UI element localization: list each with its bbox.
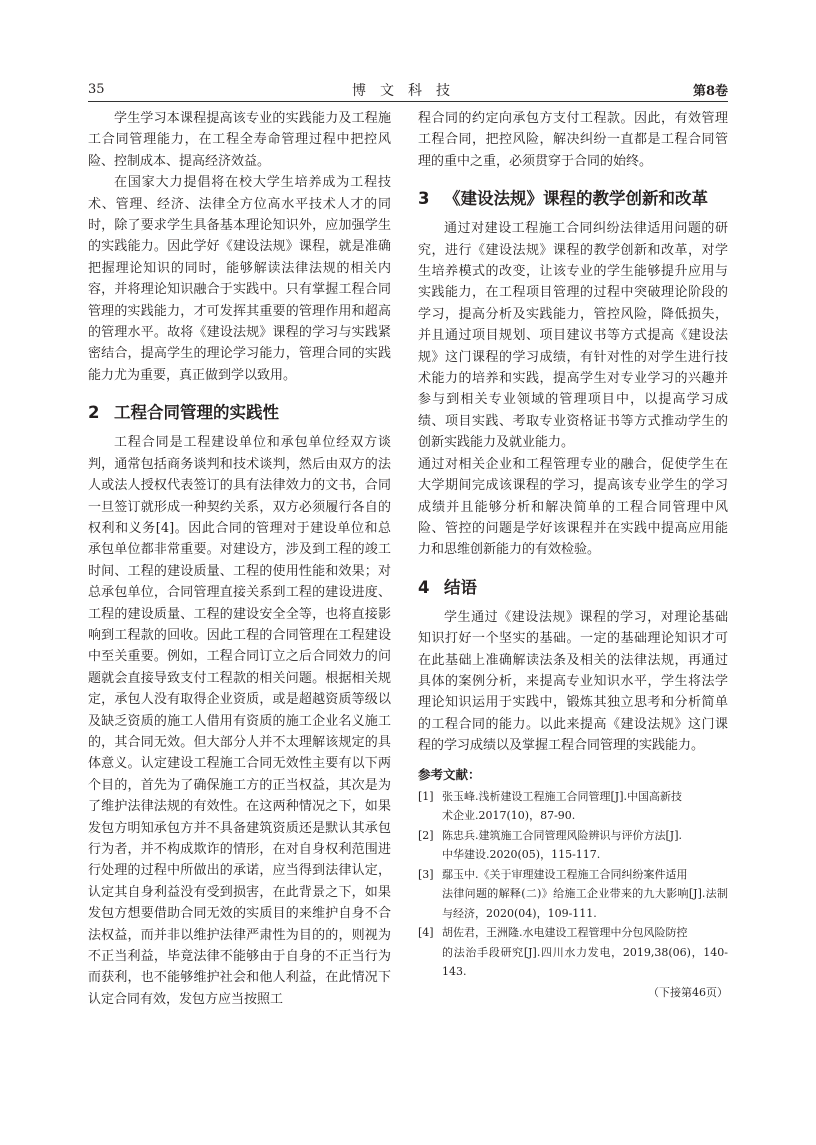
reference-text-continued: 法律问题的解释(二)》给施工企业带来的九大影响[J].法制与经济，2020(04)，109-111. (442, 887, 728, 920)
section-2-title: 工程合同管理的实践性 (114, 403, 279, 423)
right-column (418, 108, 728, 1000)
reference-index: [1] (418, 789, 434, 803)
section-4-number: 4 (418, 577, 430, 597)
reference-index: [3] (418, 867, 434, 881)
left-column (88, 108, 391, 1010)
section-4-heading (418, 574, 728, 598)
reference-item (418, 865, 728, 924)
reference-text: 鄢玉中.《关于审理建设工程施工合同纠纷案件适用 (442, 867, 688, 881)
section-4-paragraph: 学生通过《建设法规》课程的学习，对理论基础知识打好一个坚实的基础。一定的基础理论知识才可在此基础上准确解读法条及相关的法律法规，再通过具体的案例分析，来提高专业知识水平，学生将法学理论知识运用于实践中，锻炼其独立思考和分析简单的工程合同的能力。以此来提高《建设法规》这门课程的学习成绩以及掌握工程合同管理的实践能力。 (418, 609, 728, 754)
section-2-number: 2 (88, 403, 100, 423)
continued-paragraph: 程合同的约定向承包方支付工程款。因此，有效管理工程合同，把控风险，解决纠纷一直都是工程合同管理的重中之重，必须贯穿于合同的始终。 (418, 111, 728, 169)
section-4-title: 结语 (444, 577, 477, 597)
continued-on-page-note: （下接第46页） (648, 985, 728, 999)
references-title: 参考文献： (418, 766, 481, 782)
intro-paragraph-2: 在国家大力提倡将在校大学生培养成为工程技术、管理、经济、法律全方位高水平技术人才的同时，除了要求学生具备基本理论知识外，应加强学生的实践能力。因此学好《建设法规》课程，就是准确把握理论知识的同时，能够解读法律法规的相关内容，并将理论知识融合于实践中。只有掌握工程合同管理的实践能力，才可发挥其重要的管理作用和超高的管理水平。故将《建设法规》课程的学习与实践紧密结合，提高学生的理论学习能力，管理合同的实践能力尤为重要，真正做到学以致用。 (88, 175, 391, 383)
section-3-title: 《建设法规》课程的教学创新和改革 (444, 189, 708, 209)
reference-item (418, 923, 728, 982)
section-3-paragraph-2: 通过对相关企业和工程管理专业的融合，促使学生在大学期间完成该课程的学习，提高该专业学生的学习成绩并且能够分析和解决简单的工程合同管理中风险、管控的问题是学好该课程并在实践中提高应用能力和思维创新能力的有效检验。 (418, 456, 728, 558)
section-3-paragraph-1: 通过对建设工程施工合同纠纷法律适用问题的研究，进行《建设法规》课程的教学创新和改革，对学生培养模式的改变，让该专业的学生能够提升应用与实践能力，在工程项目管理的过程中突破理论阶段的学习，提高分析及实践能力，管控风险，降低损失，并且通过项目规划、项目建议书等方式提高《建设法规》这门课程的学习成绩，有针对性的对学生进行技术能力的培养和实践，提高学生对专业学习的兴趣并参与到相关专业领域的管理项目中，以提高学习成绩、项目实践、考取专业资格证书等方式推动学生的创新实践能力及就业能力。 (418, 221, 728, 451)
reference-text-continued: 中华建设.2020(05)，115-117. (442, 848, 601, 862)
reference-text: 胡佐君，王洲隆.水电建设工程管理中分包风险防控 (442, 926, 688, 940)
journal-name: 博文科技 (352, 83, 464, 99)
section-3-number: 3 (418, 189, 430, 209)
page-number: 35 (88, 82, 105, 97)
reference-index: [2] (418, 828, 434, 842)
reference-text-continued: 的法治手段研究[J].四川水力发电，2019,38(06)，140-143. (442, 945, 728, 979)
volume-label: 第8卷 (692, 84, 728, 99)
reference-text: 陈忠兵.建筑施工合同管理风险辨识与评价方法[J]. (442, 828, 682, 842)
section-2-paragraph: 工程合同是工程建设单位和承包单位经双方谈判，通常包括商务谈判和技术谈判，然后由双方的法人或法人授权代表签订的具有法律效力的文书，合同一旦签订就形成一种契约关系，双方必须履行各自的权利和义务[4]。因此合同的管理对于建设单位和总承包单位都非常重要。对建设方，涉及到工程的竣工时间、工程的建设质量、工程的使用性能和效果；对总承包单位，合同管理直接关系到工程的建设进度、工程的建设质量、工程的建设安全全等，也将直接影响到工程款的回收。因此工程的合同管理在工程建设中至关重要。例如，工程合同订立之后合同效力的问题就会直接导致支付工程款的相关问题。根据相关规定，承包人没有取得企业资质，或是超越资质等级以及缺乏资质的施工人借用有资质的施工企业名义施工的，其合同无效。但大部分人并不太理解该规定的具体意义。认定建设工程施工合同无效性主要有以下两个目的，首先为了确保施工方的正当权益，其次是为了维护法律法规的有效性。在这两种情况之下，如果发包方明知承包方并不具备建筑资质还是默认其承包行为者，并不构成欺诈的情形，在对自身权利范围进行处理的过程中所做出的承诺，应当得到法律认定，认定其自身利益没有受到损害，在此背景之下，如果发包方想要借助合同无效的实质目的来维护自身不合法权益，而并非以维护法律严肃性为目的的，则视为不正当利益，毕竟法律不能够由于自身的不正当行为而获利，也不能够维护社会和他人利益，在此情况下认定合同有效，发包方应当按照工 (88, 435, 391, 1007)
header-divider (88, 101, 728, 102)
page-header (88, 80, 728, 100)
reference-text-continued: 术企业.2017(10)，87-90. (442, 809, 576, 823)
intro-paragraph-1: 学生学习本课程提高该专业的实践能力及工程施工合同管理能力，在工程全寿命管理过程中把控风险、控制成本、提高经济效益。 (88, 111, 391, 169)
reference-text: 张玉峰.浅析建设工程施工合同管理[J].中国高新技 (442, 789, 682, 803)
reference-index: [4] (418, 926, 434, 940)
reference-item (418, 826, 728, 865)
reference-item (418, 787, 728, 826)
section-2-heading (88, 399, 391, 423)
section-3-heading (418, 185, 728, 209)
